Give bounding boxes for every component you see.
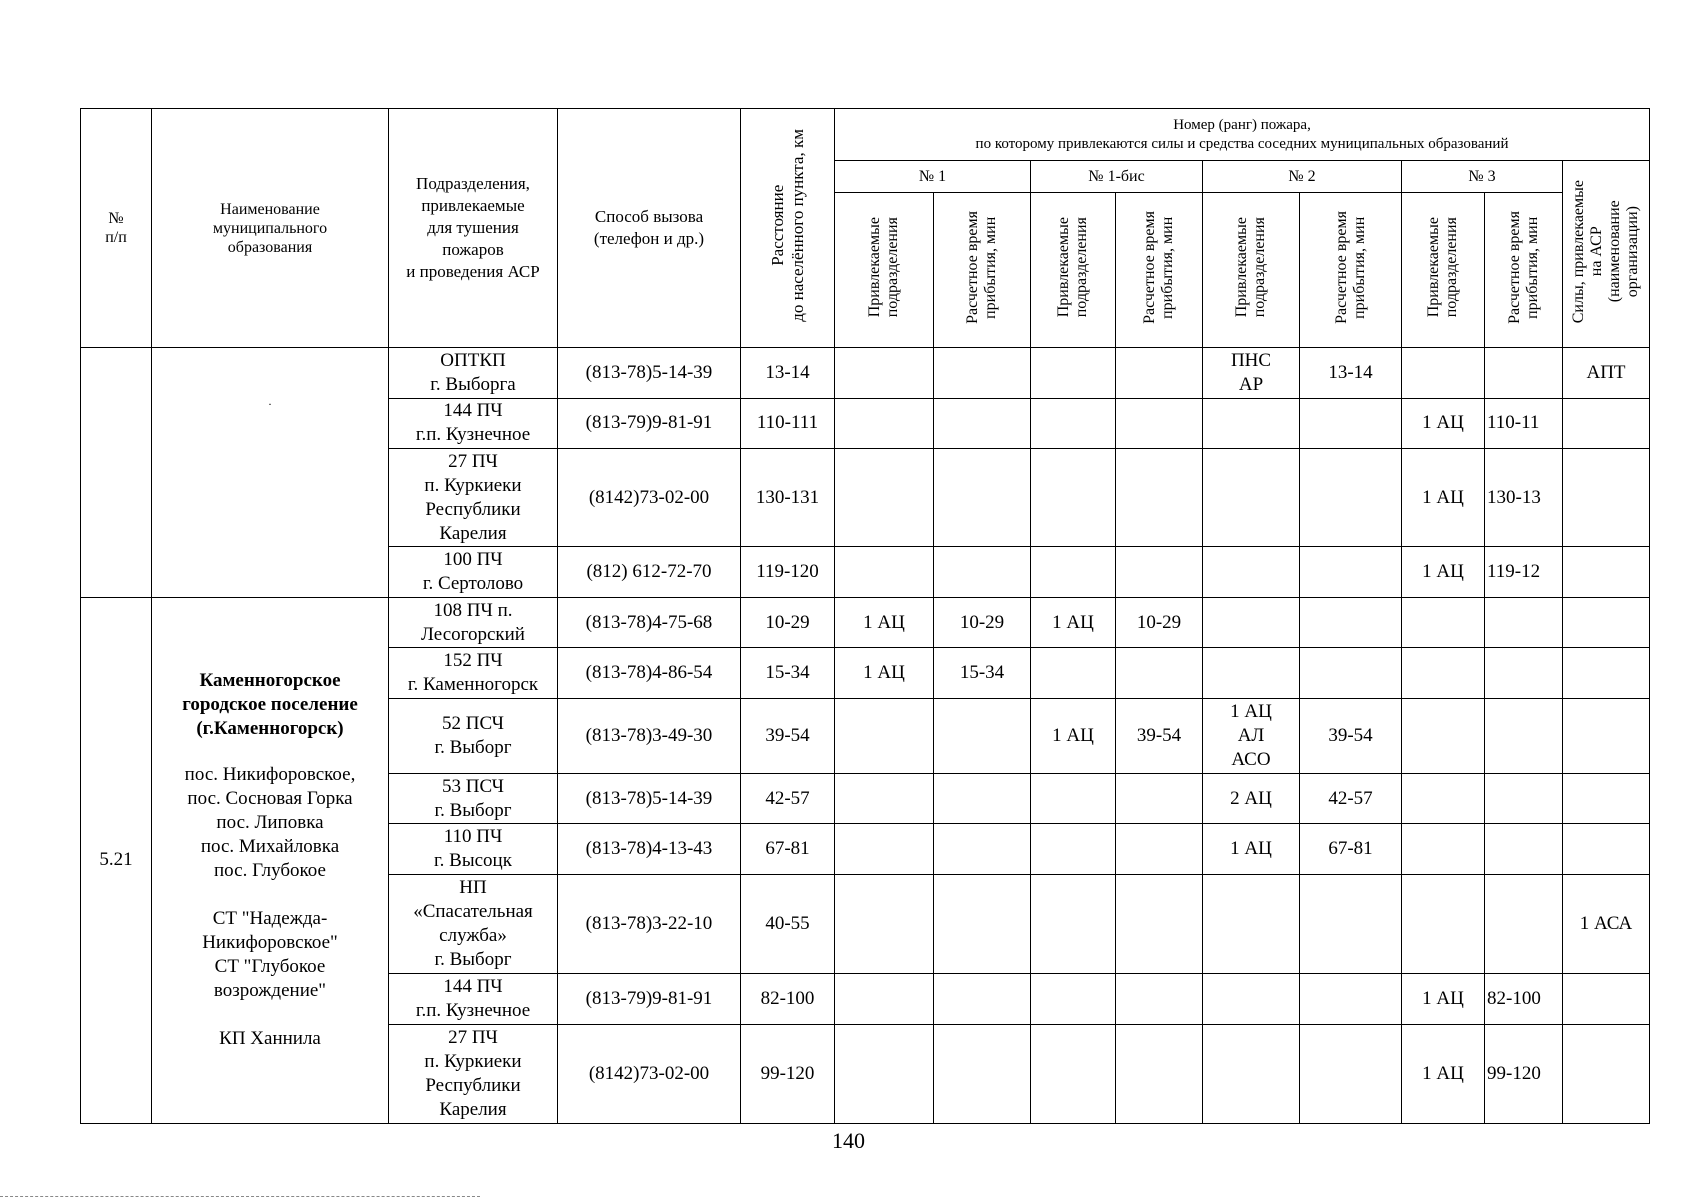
rank3-time-cell: 130-13 bbox=[1485, 449, 1563, 547]
rank2-units-cell bbox=[1203, 449, 1300, 547]
distance-cell: 82-100 bbox=[741, 974, 835, 1025]
header-rank2-units: Привлекаемые подразделения bbox=[1203, 193, 1300, 348]
rank1-units-cell bbox=[835, 974, 934, 1025]
unit-cell: 144 ПЧ г.п. Кузнечное bbox=[389, 398, 558, 449]
header-distance: Расстояние до населённого пункта, км bbox=[741, 109, 835, 348]
rank2-time-cell: 67-81 bbox=[1300, 824, 1402, 875]
header-rank-1bis: № 1-бис bbox=[1031, 161, 1203, 193]
distance-cell: 99-120 bbox=[741, 1024, 835, 1123]
phone-cell: (813-78)5-14-39 bbox=[558, 773, 741, 824]
rank2-time-cell bbox=[1300, 398, 1402, 449]
rank1bis-units-cell bbox=[1031, 449, 1116, 547]
rank2-time-cell bbox=[1300, 547, 1402, 598]
rank2-units-cell: 1 АЦ АЛ АСО bbox=[1203, 699, 1300, 774]
unit-cell: 53 ПСЧ г. Выборг bbox=[389, 773, 558, 824]
rank2-time-cell bbox=[1300, 875, 1402, 974]
header-rank-3: № 3 bbox=[1402, 161, 1563, 193]
unit-cell: 100 ПЧ г. Сертолово bbox=[389, 547, 558, 598]
section-settlements: пос. Никифоровское, пос. Сосновая Горка пос. Липовка пос. Михайловка пос. Глубокое СТ "Надежда- Никифоровское" СТ "Глубокое возрождение" КП Ханнила bbox=[184, 764, 356, 1050]
rank2-units-cell bbox=[1203, 875, 1300, 974]
rank1-units-cell bbox=[835, 699, 934, 774]
phone-cell: (813-79)9-81-91 bbox=[558, 398, 741, 449]
rank1bis-time-cell: 10-29 bbox=[1116, 597, 1203, 648]
rank2-time-cell: 42-57 bbox=[1300, 773, 1402, 824]
rank2-units-cell: ПНС АР bbox=[1203, 348, 1300, 399]
asr-forces-cell bbox=[1563, 824, 1650, 875]
rank1-time-cell: 10-29 bbox=[934, 597, 1031, 648]
rank3-units-cell bbox=[1402, 699, 1485, 774]
rank1bis-time-cell bbox=[1116, 1024, 1203, 1123]
unit-cell: 144 ПЧ г.п. Кузнечное bbox=[389, 974, 558, 1025]
header-rank1-time: Расчетное время прибытия, мин bbox=[934, 193, 1031, 348]
rank2-time-cell: 39-54 bbox=[1300, 699, 1402, 774]
section-number: 5.21 bbox=[81, 597, 152, 1123]
rank3-time-cell bbox=[1485, 699, 1563, 774]
header-rank3-time: Расчетное время прибытия, мин bbox=[1485, 193, 1563, 348]
rank2-time-cell bbox=[1300, 648, 1402, 699]
phone-cell: (8142)73-02-00 bbox=[558, 449, 741, 547]
header-rank-title: Номер (ранг) пожара, по которому привлекаются силы и средства соседних муниципальных образований bbox=[835, 109, 1650, 161]
rank1-time-cell bbox=[934, 875, 1031, 974]
phone-cell: (813-78)5-14-39 bbox=[558, 348, 741, 399]
rank2-units-cell bbox=[1203, 648, 1300, 699]
table-row bbox=[81, 597, 1650, 648]
asr-forces-cell: АПТ bbox=[1563, 348, 1650, 399]
rank1-units-cell bbox=[835, 773, 934, 824]
rank1bis-units-cell bbox=[1031, 547, 1116, 598]
asr-forces-cell bbox=[1563, 699, 1650, 774]
rank2-time-cell bbox=[1300, 974, 1402, 1025]
header-rank3-units: Привлекаемые подразделения bbox=[1402, 193, 1485, 348]
rank2-units-cell bbox=[1203, 597, 1300, 648]
distance-cell: 119-120 bbox=[741, 547, 835, 598]
rank3-time-cell bbox=[1485, 875, 1563, 974]
rank2-time-cell bbox=[1300, 597, 1402, 648]
rank3-time-cell bbox=[1485, 824, 1563, 875]
rank1-time-cell bbox=[934, 547, 1031, 598]
rank2-units-cell bbox=[1203, 547, 1300, 598]
rank1bis-units-cell bbox=[1031, 824, 1116, 875]
rank3-units-cell: 1 АЦ bbox=[1402, 547, 1485, 598]
rank1bis-units-cell: 1 АЦ bbox=[1031, 597, 1116, 648]
distance-cell: 13-14 bbox=[741, 348, 835, 399]
rank1bis-time-cell bbox=[1116, 773, 1203, 824]
rank1bis-time-cell bbox=[1116, 348, 1203, 399]
rank1bis-units-cell bbox=[1031, 1024, 1116, 1123]
rank1-units-cell bbox=[835, 824, 934, 875]
rank3-time-cell bbox=[1485, 348, 1563, 399]
phone-cell: (813-78)4-86-54 bbox=[558, 648, 741, 699]
header-municipality: Наименование муниципального образования bbox=[152, 109, 389, 348]
phone-cell: (813-78)3-49-30 bbox=[558, 699, 741, 774]
asr-forces-cell bbox=[1563, 1024, 1650, 1123]
rank1-time-cell bbox=[934, 348, 1031, 399]
unit-cell: 108 ПЧ п. Лесогорский bbox=[389, 597, 558, 648]
rank2-units-cell bbox=[1203, 1024, 1300, 1123]
rank1-time-cell bbox=[934, 449, 1031, 547]
rank3-time-cell bbox=[1485, 648, 1563, 699]
rank1bis-time-cell bbox=[1116, 547, 1203, 598]
rank1-units-cell: 1 АЦ bbox=[835, 597, 934, 648]
scan-dot: · bbox=[268, 397, 272, 411]
asr-forces-cell bbox=[1563, 398, 1650, 449]
distance-cell: 42-57 bbox=[741, 773, 835, 824]
unit-cell: 27 ПЧ п. Куркиеки Республики Карелия bbox=[389, 1024, 558, 1123]
distance-cell: 10-29 bbox=[741, 597, 835, 648]
unit-cell: 152 ПЧ г. Каменногорск bbox=[389, 648, 558, 699]
section-title: Каменногорское городское поселение (г.Каменногорск) bbox=[182, 670, 358, 740]
rank2-time-cell bbox=[1300, 449, 1402, 547]
rank3-time-cell: 82-100 bbox=[1485, 974, 1563, 1025]
header-asr-forces: Силы, привлекаемые на АСР (наименование организации) bbox=[1563, 161, 1650, 348]
distance-cell: 110-111 bbox=[741, 398, 835, 449]
rank3-units-cell: 1 АЦ bbox=[1402, 1024, 1485, 1123]
rank3-units-cell bbox=[1402, 648, 1485, 699]
rank1-time-cell: 15-34 bbox=[934, 648, 1031, 699]
asr-forces-cell bbox=[1563, 974, 1650, 1025]
rank3-units-cell bbox=[1402, 348, 1485, 399]
rank1bis-units-cell bbox=[1031, 348, 1116, 399]
phone-cell: (812) 612-72-70 bbox=[558, 547, 741, 598]
header-rank2-time: Расчетное время прибытия, мин bbox=[1300, 193, 1402, 348]
rank2-units-cell: 1 АЦ bbox=[1203, 824, 1300, 875]
rank1bis-units-cell bbox=[1031, 875, 1116, 974]
phone-cell: (813-78)3-22-10 bbox=[558, 875, 741, 974]
rank2-units-cell bbox=[1203, 974, 1300, 1025]
header-rank1bis-time: Расчетное время прибытия, мин bbox=[1116, 193, 1203, 348]
rank1bis-units-cell bbox=[1031, 773, 1116, 824]
asr-forces-cell bbox=[1563, 648, 1650, 699]
asr-forces-cell: 1 АСА bbox=[1563, 875, 1650, 974]
rank3-units-cell bbox=[1402, 875, 1485, 974]
asr-forces-cell bbox=[1563, 449, 1650, 547]
header-rank-2: № 2 bbox=[1203, 161, 1402, 193]
rank2-units-cell: 2 АЦ bbox=[1203, 773, 1300, 824]
asr-forces-cell bbox=[1563, 773, 1650, 824]
rank1-units-cell bbox=[835, 1024, 934, 1123]
unit-cell: НП «Спасательная служба» г. Выборг bbox=[389, 875, 558, 974]
rank3-time-cell: 99-120 bbox=[1485, 1024, 1563, 1123]
header-units: Подразделения, привлекаемые для тушения пожаров и проведения АСР bbox=[389, 109, 558, 348]
rank1-units-cell: 1 АЦ bbox=[835, 648, 934, 699]
page-number: 140 bbox=[832, 1128, 865, 1153]
table-header bbox=[81, 109, 1650, 348]
rank3-units-cell: 1 АЦ bbox=[1402, 974, 1485, 1025]
rank2-units-cell bbox=[1203, 398, 1300, 449]
rank2-time-cell bbox=[1300, 1024, 1402, 1123]
rank3-units-cell bbox=[1402, 597, 1485, 648]
phone-cell: (8142)73-02-00 bbox=[558, 1024, 741, 1123]
prev-num-cell bbox=[81, 348, 152, 598]
distance-cell: 15-34 bbox=[741, 648, 835, 699]
rank3-time-cell: 110-11 bbox=[1485, 398, 1563, 449]
rank1bis-units-cell: 1 АЦ bbox=[1031, 699, 1116, 774]
rank1-time-cell bbox=[934, 699, 1031, 774]
asr-forces-cell bbox=[1563, 597, 1650, 648]
rank1bis-units-cell bbox=[1031, 398, 1116, 449]
rank1bis-time-cell: 39-54 bbox=[1116, 699, 1203, 774]
rank1-units-cell bbox=[835, 348, 934, 399]
unit-cell: 52 ПСЧ г. Выборг bbox=[389, 699, 558, 774]
unit-cell: 27 ПЧ п. Куркиеки Республики Карелия bbox=[389, 449, 558, 547]
phone-cell: (813-78)4-75-68 bbox=[558, 597, 741, 648]
rank3-time-cell: 119-12 bbox=[1485, 547, 1563, 598]
phone-cell: (813-78)4-13-43 bbox=[558, 824, 741, 875]
section-municipality bbox=[152, 597, 389, 1123]
rank1bis-time-cell bbox=[1116, 875, 1203, 974]
distance-cell: 40-55 bbox=[741, 875, 835, 974]
distance-cell: 39-54 bbox=[741, 699, 835, 774]
rank1bis-time-cell bbox=[1116, 648, 1203, 699]
rank1-time-cell bbox=[934, 398, 1031, 449]
unit-cell: 110 ПЧ г. Высоцк bbox=[389, 824, 558, 875]
rank1bis-units-cell bbox=[1031, 974, 1116, 1025]
rank1-time-cell bbox=[934, 1024, 1031, 1123]
rank3-units-cell: 1 АЦ bbox=[1402, 398, 1485, 449]
rank1-time-cell bbox=[934, 974, 1031, 1025]
rank3-time-cell bbox=[1485, 773, 1563, 824]
rank1-units-cell bbox=[835, 875, 934, 974]
header-rank1bis-units: Привлекаемые подразделения bbox=[1031, 193, 1116, 348]
header-rank-1: № 1 bbox=[835, 161, 1031, 193]
header-num: № п/п bbox=[81, 109, 152, 348]
rank3-units-cell: 1 АЦ bbox=[1402, 449, 1485, 547]
phone-cell: (813-79)9-81-91 bbox=[558, 974, 741, 1025]
rank1bis-time-cell bbox=[1116, 449, 1203, 547]
rank1-units-cell bbox=[835, 449, 934, 547]
header-call-method: Способ вызова (телефон и др.) bbox=[558, 109, 741, 348]
table-row bbox=[81, 348, 1650, 399]
rank1bis-units-cell bbox=[1031, 648, 1116, 699]
fire-forces-table bbox=[80, 108, 1650, 1124]
header-rank1-units: Привлекаемые подразделения bbox=[835, 193, 934, 348]
unit-cell: ОПТКП г. Выборга bbox=[389, 348, 558, 399]
distance-cell: 130-131 bbox=[741, 449, 835, 547]
rank1-time-cell bbox=[934, 824, 1031, 875]
scan-edge-line bbox=[0, 1196, 480, 1198]
rank1-time-cell bbox=[934, 773, 1031, 824]
asr-forces-cell bbox=[1563, 547, 1650, 598]
rank3-units-cell bbox=[1402, 824, 1485, 875]
rank3-time-cell bbox=[1485, 597, 1563, 648]
rank1-units-cell bbox=[835, 547, 934, 598]
distance-cell: 67-81 bbox=[741, 824, 835, 875]
rank1bis-time-cell bbox=[1116, 824, 1203, 875]
rank3-units-cell bbox=[1402, 773, 1485, 824]
rank1bis-time-cell bbox=[1116, 398, 1203, 449]
prev-municipality-cell bbox=[152, 348, 389, 598]
rank1bis-time-cell bbox=[1116, 974, 1203, 1025]
rank2-time-cell: 13-14 bbox=[1300, 348, 1402, 399]
rank1-units-cell bbox=[835, 398, 934, 449]
